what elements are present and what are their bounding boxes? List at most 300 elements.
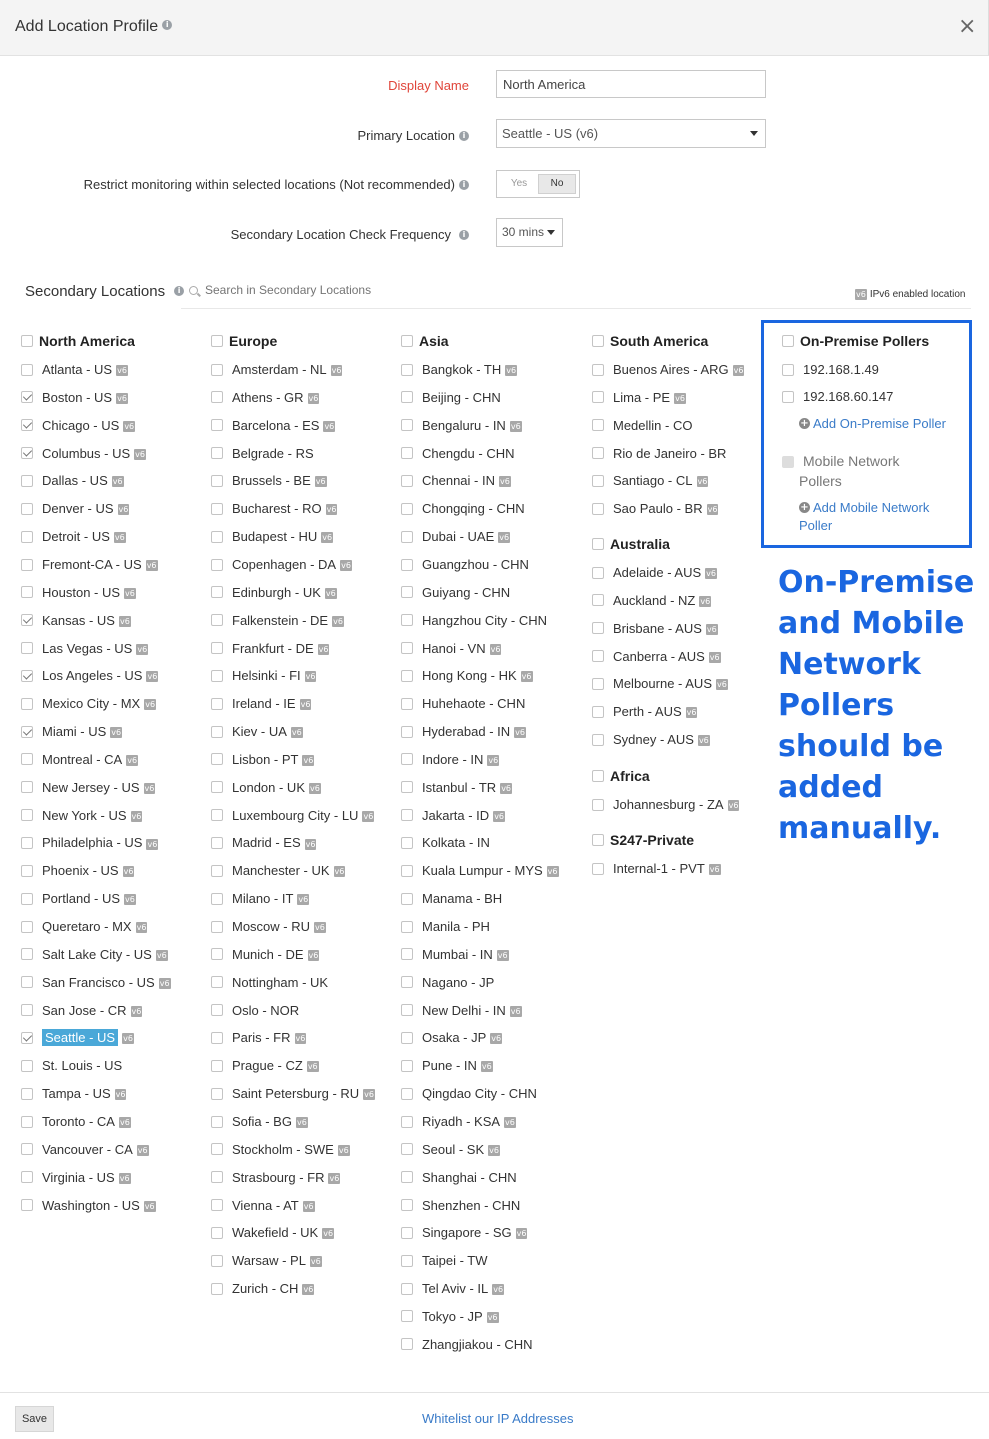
location-item[interactable] <box>21 974 171 992</box>
location-item[interactable] <box>21 834 158 852</box>
location-item[interactable] <box>21 667 158 685</box>
checkbox[interactable] <box>21 559 33 571</box>
location-item[interactable] <box>211 361 342 379</box>
checkbox[interactable] <box>21 586 33 598</box>
location-label: Jakarta - ID <box>422 807 490 823</box>
checkbox[interactable] <box>401 419 413 431</box>
location-item[interactable] <box>21 1057 122 1075</box>
checkbox[interactable] <box>401 1338 413 1350</box>
location-label: Shanghai - CHN <box>422 1169 517 1185</box>
location-item[interactable] <box>401 584 510 602</box>
checkbox[interactable] <box>592 734 604 746</box>
whitelist-ip-link[interactable]: Whitelist our IP Addresses <box>422 1411 574 1426</box>
checkbox[interactable] <box>211 1060 223 1072</box>
region-header[interactable] <box>401 333 449 349</box>
checkbox[interactable] <box>21 1060 33 1072</box>
ipv6-badge: v6 <box>488 755 499 765</box>
checkbox[interactable] <box>21 865 33 877</box>
location-item[interactable] <box>592 796 739 814</box>
location-item[interactable] <box>211 723 303 741</box>
add-on-premise-poller-link[interactable] <box>799 415 946 433</box>
checkbox[interactable] <box>401 1283 413 1295</box>
checkbox[interactable] <box>401 809 413 821</box>
checkbox[interactable] <box>211 698 223 710</box>
location-item[interactable] <box>401 862 559 880</box>
location-item[interactable] <box>401 667 533 685</box>
info-icon[interactable]: i <box>174 286 184 296</box>
location-item[interactable] <box>401 918 490 936</box>
checkbox[interactable] <box>401 614 413 626</box>
checkbox[interactable] <box>211 335 223 347</box>
location-item[interactable] <box>21 612 131 630</box>
annotation-line: manually. <box>778 811 942 846</box>
location-item[interactable] <box>21 695 156 713</box>
location-label: San Francisco - US <box>42 974 155 990</box>
region-title: S247-Private <box>610 832 695 848</box>
location-item[interactable] <box>401 974 494 992</box>
location-item[interactable] <box>401 1002 522 1020</box>
location-item[interactable] <box>401 1085 537 1103</box>
info-icon[interactable]: i <box>459 230 469 240</box>
checkbox[interactable] <box>592 419 604 431</box>
location-item[interactable] <box>401 834 490 852</box>
checkbox[interactable] <box>211 503 223 515</box>
location-item[interactable] <box>211 1141 350 1159</box>
location-item[interactable] <box>401 1308 499 1326</box>
save-button[interactable]: Save <box>15 1406 54 1432</box>
location-item[interactable] <box>401 556 529 574</box>
location-item[interactable] <box>211 1197 315 1215</box>
frequency-select[interactable] <box>496 218 563 247</box>
checkbox[interactable] <box>592 650 604 662</box>
location-label: Manama - BH <box>422 891 503 907</box>
checkbox[interactable] <box>592 622 604 634</box>
checkbox[interactable] <box>21 531 33 543</box>
checkbox[interactable] <box>401 1004 413 1016</box>
info-icon[interactable]: i <box>459 131 469 141</box>
checkbox[interactable] <box>401 865 413 877</box>
checkbox[interactable] <box>592 364 604 376</box>
location-item[interactable] <box>21 751 138 769</box>
checkbox[interactable] <box>592 770 604 782</box>
checkbox[interactable] <box>21 809 33 821</box>
poller-item[interactable] <box>782 361 879 379</box>
checkbox[interactable] <box>592 391 604 403</box>
checkbox[interactable] <box>211 753 223 765</box>
location-label: Seoul - SK <box>422 1141 485 1157</box>
location-item[interactable] <box>21 1002 142 1020</box>
checkbox[interactable] <box>592 706 604 718</box>
location-label: Medellin - CO <box>613 417 693 433</box>
location-item[interactable] <box>592 592 711 610</box>
location-label: Rio de Janeiro - BR <box>613 445 727 461</box>
location-item[interactable] <box>401 472 511 490</box>
location-item[interactable] <box>211 528 333 546</box>
checkbox[interactable] <box>592 799 604 811</box>
checkbox[interactable] <box>21 642 33 654</box>
checkbox[interactable] <box>401 893 413 905</box>
checkbox[interactable] <box>21 781 33 793</box>
location-item[interactable] <box>21 918 147 936</box>
region-header[interactable] <box>592 536 670 552</box>
checkbox[interactable] <box>211 1283 223 1295</box>
checkbox[interactable] <box>211 475 223 487</box>
checkbox[interactable] <box>21 670 33 682</box>
location-item[interactable] <box>401 1029 502 1047</box>
ipv6-badge: v6 <box>322 533 333 543</box>
location-label: Chennai - IN <box>422 473 495 489</box>
region-header[interactable] <box>21 333 135 349</box>
secondary-search <box>189 283 829 303</box>
checkbox[interactable] <box>211 1143 223 1155</box>
checkbox[interactable] <box>211 948 223 960</box>
location-item[interactable] <box>401 445 515 463</box>
location-item[interactable] <box>592 675 728 693</box>
location-item[interactable] <box>401 779 512 797</box>
checkbox[interactable] <box>782 364 794 376</box>
checkbox[interactable] <box>21 391 33 403</box>
location-label: Guangzhou - CHN <box>422 556 529 572</box>
location-item[interactable] <box>211 946 319 964</box>
checkbox[interactable] <box>211 614 223 626</box>
checkbox[interactable] <box>211 837 223 849</box>
checkbox[interactable] <box>401 531 413 543</box>
location-item[interactable] <box>401 807 505 825</box>
location-item[interactable] <box>211 890 309 908</box>
location-item[interactable] <box>211 667 316 685</box>
location-item[interactable] <box>21 1085 126 1103</box>
checkbox[interactable] <box>21 364 33 376</box>
location-item[interactable] <box>21 890 136 908</box>
checkbox[interactable] <box>21 475 33 487</box>
location-item[interactable] <box>21 389 128 407</box>
checkbox[interactable] <box>21 1004 33 1016</box>
checkbox[interactable] <box>782 335 794 347</box>
location-item[interactable] <box>211 834 316 852</box>
location-item[interactable] <box>401 751 499 769</box>
location-item[interactable] <box>592 564 717 582</box>
location-item[interactable] <box>211 751 314 769</box>
checkbox[interactable] <box>592 594 604 606</box>
location-item[interactable] <box>401 1113 516 1131</box>
location-item[interactable] <box>592 445 726 463</box>
checkbox[interactable] <box>401 475 413 487</box>
checkbox[interactable] <box>401 698 413 710</box>
checkbox[interactable] <box>401 948 413 960</box>
location-item[interactable] <box>211 862 345 880</box>
info-icon[interactable]: i <box>162 20 172 30</box>
restrict-monitoring-toggle[interactable] <box>496 170 580 198</box>
location-item[interactable] <box>401 640 501 658</box>
checkbox[interactable] <box>211 1004 223 1016</box>
add-mobile-poller-text[interactable]: Add Mobile Network <box>813 500 930 515</box>
display-name-input[interactable] <box>496 70 766 98</box>
location-item[interactable] <box>211 389 319 407</box>
checkbox[interactable] <box>211 1116 223 1128</box>
checkbox[interactable] <box>211 670 223 682</box>
checkbox[interactable] <box>401 1060 413 1072</box>
checkbox[interactable] <box>211 642 223 654</box>
location-item[interactable] <box>211 445 314 463</box>
checkbox[interactable] <box>21 837 33 849</box>
checkbox[interactable] <box>401 1199 413 1211</box>
location-item[interactable] <box>592 648 721 666</box>
location-item[interactable] <box>211 1224 334 1242</box>
location-item[interactable] <box>211 918 326 936</box>
location-item[interactable] <box>592 620 718 638</box>
checkbox[interactable] <box>21 1171 33 1183</box>
location-item[interactable] <box>592 703 697 721</box>
checkbox[interactable] <box>592 567 604 579</box>
ipv6-badge: v6 <box>310 783 320 793</box>
location-item[interactable] <box>211 779 321 797</box>
location-label: Internal-1 - PVT <box>613 861 705 876</box>
checkbox[interactable] <box>401 642 413 654</box>
checkbox[interactable] <box>211 559 223 571</box>
checkbox[interactable] <box>401 1088 413 1100</box>
checkbox[interactable] <box>401 391 413 403</box>
checkbox[interactable] <box>592 834 604 846</box>
checkbox[interactable] <box>401 586 413 598</box>
checkbox[interactable] <box>211 586 223 598</box>
location-item[interactable] <box>401 1057 493 1075</box>
toggle-no[interactable]: No <box>538 174 576 194</box>
checkbox[interactable] <box>21 1143 33 1155</box>
checkbox[interactable] <box>21 948 33 960</box>
checkbox[interactable] <box>21 1116 33 1128</box>
location-item[interactable] <box>211 472 327 490</box>
checkbox[interactable] <box>211 531 223 543</box>
location-item[interactable] <box>401 1197 520 1215</box>
location-item[interactable] <box>401 946 509 964</box>
checkbox[interactable] <box>401 335 413 347</box>
checkbox[interactable] <box>211 364 223 376</box>
checkbox[interactable] <box>21 419 33 431</box>
info-icon[interactable]: i <box>459 180 469 190</box>
checkbox[interactable] <box>211 1171 223 1183</box>
ipv6-badge: v6 <box>131 1006 142 1016</box>
location-item[interactable] <box>21 556 158 574</box>
location-item[interactable] <box>401 389 501 407</box>
checkbox[interactable] <box>21 503 33 515</box>
location-item[interactable] <box>401 1141 500 1159</box>
location-item[interactable] <box>21 528 126 546</box>
checkbox[interactable] <box>592 503 604 515</box>
location-item[interactable] <box>211 612 344 630</box>
location-label: Shenzhen - CHN <box>422 1197 521 1213</box>
close-icon[interactable]: × <box>958 14 977 39</box>
checkbox[interactable] <box>211 893 223 905</box>
checkbox[interactable] <box>21 976 33 988</box>
location-item[interactable] <box>211 1085 375 1103</box>
location-item[interactable] <box>21 779 155 797</box>
on-premise-pollers-header[interactable] <box>782 333 929 349</box>
checkbox[interactable] <box>211 447 223 459</box>
location-item[interactable] <box>21 417 135 435</box>
checkbox[interactable] <box>592 538 604 550</box>
checkbox[interactable] <box>592 335 604 347</box>
checkbox[interactable] <box>21 1032 33 1044</box>
location-item[interactable] <box>401 1336 533 1354</box>
location-item[interactable] <box>211 1280 314 1298</box>
location-item[interactable] <box>592 500 718 518</box>
location-item[interactable] <box>21 807 142 825</box>
checkbox[interactable] <box>211 1088 223 1100</box>
checkbox[interactable] <box>211 419 223 431</box>
checkbox[interactable] <box>401 1032 413 1044</box>
location-item[interactable] <box>401 1169 517 1187</box>
secondary-search-input[interactable] <box>205 283 505 297</box>
ipv6-badge: v6 <box>127 755 138 765</box>
checkbox[interactable] <box>401 837 413 849</box>
checkbox[interactable] <box>21 1088 33 1100</box>
location-item[interactable] <box>21 1029 134 1047</box>
location-item[interactable] <box>401 1252 488 1270</box>
checkbox[interactable] <box>401 1310 413 1322</box>
location-item[interactable] <box>21 1169 131 1187</box>
location-item[interactable] <box>21 946 168 964</box>
checkbox[interactable] <box>211 726 223 738</box>
location-item[interactable] <box>21 862 134 880</box>
checkbox[interactable] <box>401 1171 413 1183</box>
checkbox[interactable] <box>401 976 413 988</box>
location-item[interactable] <box>401 890 502 908</box>
checkbox[interactable] <box>211 1032 223 1044</box>
checkbox[interactable] <box>401 1143 413 1155</box>
location-item[interactable] <box>211 1057 319 1075</box>
location-item[interactable] <box>592 361 744 379</box>
location-item[interactable] <box>592 860 721 878</box>
location-item[interactable] <box>211 640 329 658</box>
location-item[interactable] <box>21 361 128 379</box>
checkbox[interactable] <box>211 781 223 793</box>
checkbox[interactable] <box>401 1116 413 1128</box>
checkbox[interactable] <box>782 391 794 403</box>
checkbox[interactable] <box>401 753 413 765</box>
checkbox[interactable] <box>211 809 223 821</box>
location-item[interactable] <box>21 500 129 518</box>
add-mobile-poller-text-line2[interactable]: Poller <box>799 518 833 533</box>
location-item[interactable] <box>211 1002 299 1020</box>
ipv6-badge: v6 <box>123 867 134 877</box>
location-item[interactable] <box>21 584 136 602</box>
location-item[interactable] <box>211 1169 340 1187</box>
checkbox[interactable] <box>21 753 33 765</box>
checkbox[interactable] <box>211 976 223 988</box>
checkbox[interactable] <box>592 863 604 875</box>
location-item[interactable] <box>211 974 328 992</box>
location-item[interactable] <box>211 695 311 713</box>
location-label: Hanoi - VN <box>422 640 486 656</box>
region-header[interactable] <box>592 832 694 848</box>
location-item[interactable] <box>211 584 337 602</box>
region-header[interactable] <box>211 333 277 349</box>
add-mobile-poller-link[interactable] <box>799 499 929 517</box>
location-item[interactable] <box>401 417 522 435</box>
location-item[interactable] <box>21 1197 156 1215</box>
ipv6-badge: v6 <box>501 783 512 793</box>
checkbox[interactable] <box>21 335 33 347</box>
location-item[interactable] <box>21 1141 149 1159</box>
location-label: Kiev - UA <box>232 724 287 740</box>
checkbox[interactable] <box>211 1255 223 1267</box>
location-item[interactable] <box>592 472 708 490</box>
checkbox[interactable] <box>21 447 33 459</box>
location-item[interactable] <box>21 472 124 490</box>
checkbox[interactable] <box>211 921 223 933</box>
location-item[interactable] <box>21 723 122 741</box>
add-on-premise-poller-text[interactable]: Add On-Premise Poller <box>813 416 946 431</box>
location-item[interactable] <box>211 1029 306 1047</box>
location-item[interactable] <box>592 389 686 407</box>
checkbox[interactable] <box>211 1199 223 1211</box>
checkbox[interactable] <box>21 726 33 738</box>
checkbox[interactable] <box>21 921 33 933</box>
location-item[interactable] <box>592 731 710 749</box>
location-item[interactable] <box>401 1280 504 1298</box>
checkbox[interactable] <box>401 1255 413 1267</box>
ipv6-badge: v6 <box>326 505 337 515</box>
checkbox[interactable] <box>21 1199 33 1211</box>
location-item[interactable] <box>211 556 352 574</box>
region-header[interactable] <box>592 768 650 784</box>
location-item[interactable] <box>401 528 510 546</box>
location-item[interactable] <box>401 361 517 379</box>
location-item[interactable] <box>401 723 526 741</box>
checkbox[interactable] <box>211 1227 223 1239</box>
location-item[interactable] <box>592 417 692 435</box>
location-item[interactable] <box>401 500 525 518</box>
toggle-yes[interactable]: Yes <box>510 178 528 189</box>
checkbox[interactable] <box>401 781 413 793</box>
checkbox[interactable] <box>211 865 223 877</box>
checkbox[interactable] <box>401 726 413 738</box>
checkbox[interactable] <box>401 503 413 515</box>
mobile-pollers-header <box>782 452 899 470</box>
location-item[interactable] <box>401 612 547 630</box>
checkbox[interactable] <box>401 559 413 571</box>
primary-location-select[interactable] <box>496 119 766 148</box>
checkbox[interactable] <box>21 893 33 905</box>
location-item[interactable] <box>21 640 148 658</box>
checkbox[interactable] <box>592 475 604 487</box>
checkbox[interactable] <box>401 670 413 682</box>
location-item[interactable] <box>401 1224 527 1242</box>
poller-item[interactable] <box>782 388 893 406</box>
checkbox[interactable] <box>21 698 33 710</box>
checkbox[interactable] <box>401 921 413 933</box>
checkbox[interactable] <box>211 391 223 403</box>
location-item[interactable] <box>21 445 146 463</box>
checkbox[interactable] <box>592 678 604 690</box>
checkbox[interactable] <box>592 447 604 459</box>
location-label: Vienna - AT <box>232 1197 299 1213</box>
primary-location-label-text: Primary Location <box>357 128 455 143</box>
location-item[interactable] <box>211 1252 322 1270</box>
checkbox[interactable] <box>21 614 33 626</box>
region-header[interactable] <box>592 333 708 349</box>
region-title: Asia <box>419 333 449 349</box>
location-item[interactable] <box>401 695 525 713</box>
location-item[interactable] <box>21 1113 131 1131</box>
checkbox[interactable] <box>401 364 413 376</box>
checkbox[interactable] <box>401 1227 413 1239</box>
location-item[interactable] <box>211 807 374 825</box>
location-item[interactable] <box>211 417 335 435</box>
checkbox[interactable] <box>401 447 413 459</box>
location-item[interactable] <box>211 1113 308 1131</box>
location-item[interactable] <box>211 500 337 518</box>
